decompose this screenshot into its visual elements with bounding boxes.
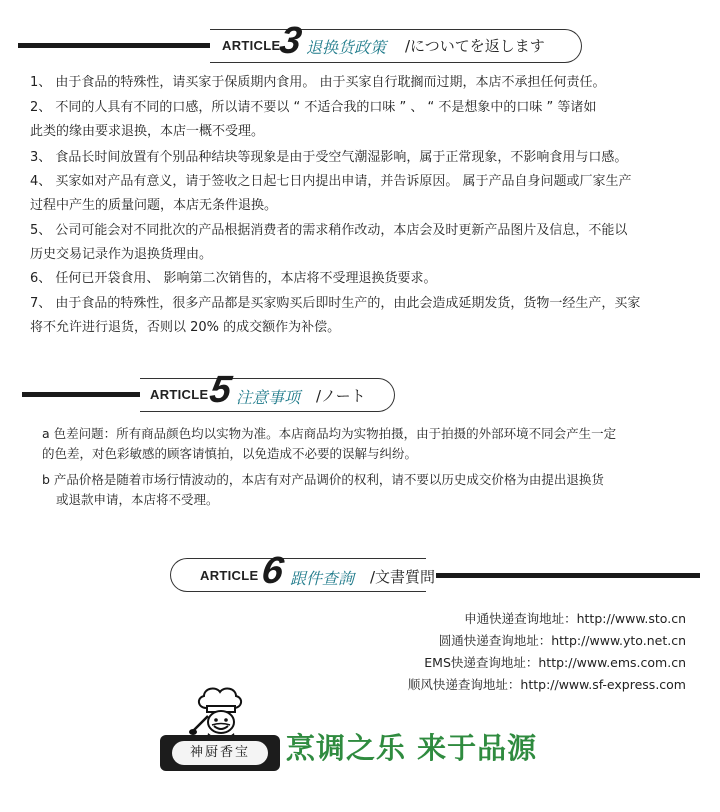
section6-title-jp: /文書質問 (370, 568, 436, 586)
section6-article-word: ARTICLE (200, 568, 259, 583)
policy-line: 5、 公司可能会对不同批次的产品根据消费者的需求稍作改动，本店会及时更新产品图片及信息，不能以 (30, 223, 628, 238)
brand-slogan: 烹调之乐 来于品源 (286, 731, 538, 765)
section5-title-jp: /ノート (316, 387, 366, 405)
policy-line: 历史交易记录作为退换货理由。 (30, 247, 213, 262)
section3-title: 退换货政策 (306, 38, 387, 57)
tracking-link-sto[interactable]: 申通快递查询地址：http://www.sto.cn (464, 611, 686, 626)
policy-line: 过程中产生的质量问题，本店无条件退换。 (30, 198, 278, 213)
policy-line: 7、 由于食品的特殊性，很多产品都是买家购买后即时生产的，由此会造成延期发货，货物一经生产，买家 (30, 296, 641, 311)
policy-line: 此类的缘由要求退换，本店一概不受理。 (30, 124, 265, 139)
brand-name: 神厨香宝 (172, 741, 268, 765)
note-line: 的色差，对色彩敏感的顾客请慎拍，以免造成不必要的误解与纠纷。 (42, 446, 418, 461)
section5-rule (22, 392, 140, 397)
policy-line: 2、 不同的人具有不同的口感，所以请不要以 “ 不适合我的口味 ” 、 “ 不是想象中的口味 ” 等诸如 (30, 100, 597, 115)
policy-line: 1、 由于食品的特殊性，请买家于保质期内食用。 由于买家自行耽搁而过期，本店不承担任何责任。 (30, 75, 606, 90)
policy-line: 3、 食品长时间放置有个别品种结块等现象是由于受空气潮湿影响，属于正常现象，不影响食用与口感。 (30, 150, 628, 165)
policy-line: 4、 买家如对产品有意义，请于签收之日起七日内提出申请，并告诉原因。 属于产品自身问题或厂家生产 (30, 174, 632, 189)
tracking-link-sf[interactable]: 顺风快递查询地址：http://www.sf-express.com (407, 677, 686, 692)
note-line: 或退款申请，本店将不受理。 (56, 492, 219, 507)
policy-line: 6、 任何已开袋食用、 影响第二次销售的，本店将不受理退换货要求。 (30, 271, 437, 286)
section3-rule (18, 43, 210, 48)
section5-title: 注意事项 (236, 388, 301, 407)
section3-title-jp: /についてを返します (405, 37, 545, 55)
section6-number: 6 (259, 550, 287, 592)
tracking-link-yto[interactable]: 圆通快递查询地址：http://www.yto.net.cn (438, 633, 686, 648)
note-line: b 产品价格是随着市场行情波动的，本店有对产品调价的权利，请不要以历史成交价格为由提出退换货 (42, 472, 604, 487)
brand-banner (160, 735, 280, 771)
section5-number: 5 (207, 369, 235, 411)
section6-rule (436, 573, 700, 578)
section6-title: 跟件查詢 (290, 569, 355, 588)
policy-line: 将不允许进行退货，否则以 20% 的成交额作为补偿。 (30, 320, 341, 335)
note-line: a 色差问题：所有商品颜色均以实物为准。本店商品均为实物拍摄，由于拍摄的外部环境不同会产生一定 (42, 426, 617, 441)
tracking-link-ems[interactable]: EMS快递查询地址：http://www.ems.com.cn (424, 655, 686, 670)
section3-article-word: ARTICLE (222, 38, 281, 53)
section3-number: 3 (277, 20, 305, 62)
section5-article-word: ARTICLE (150, 387, 209, 402)
